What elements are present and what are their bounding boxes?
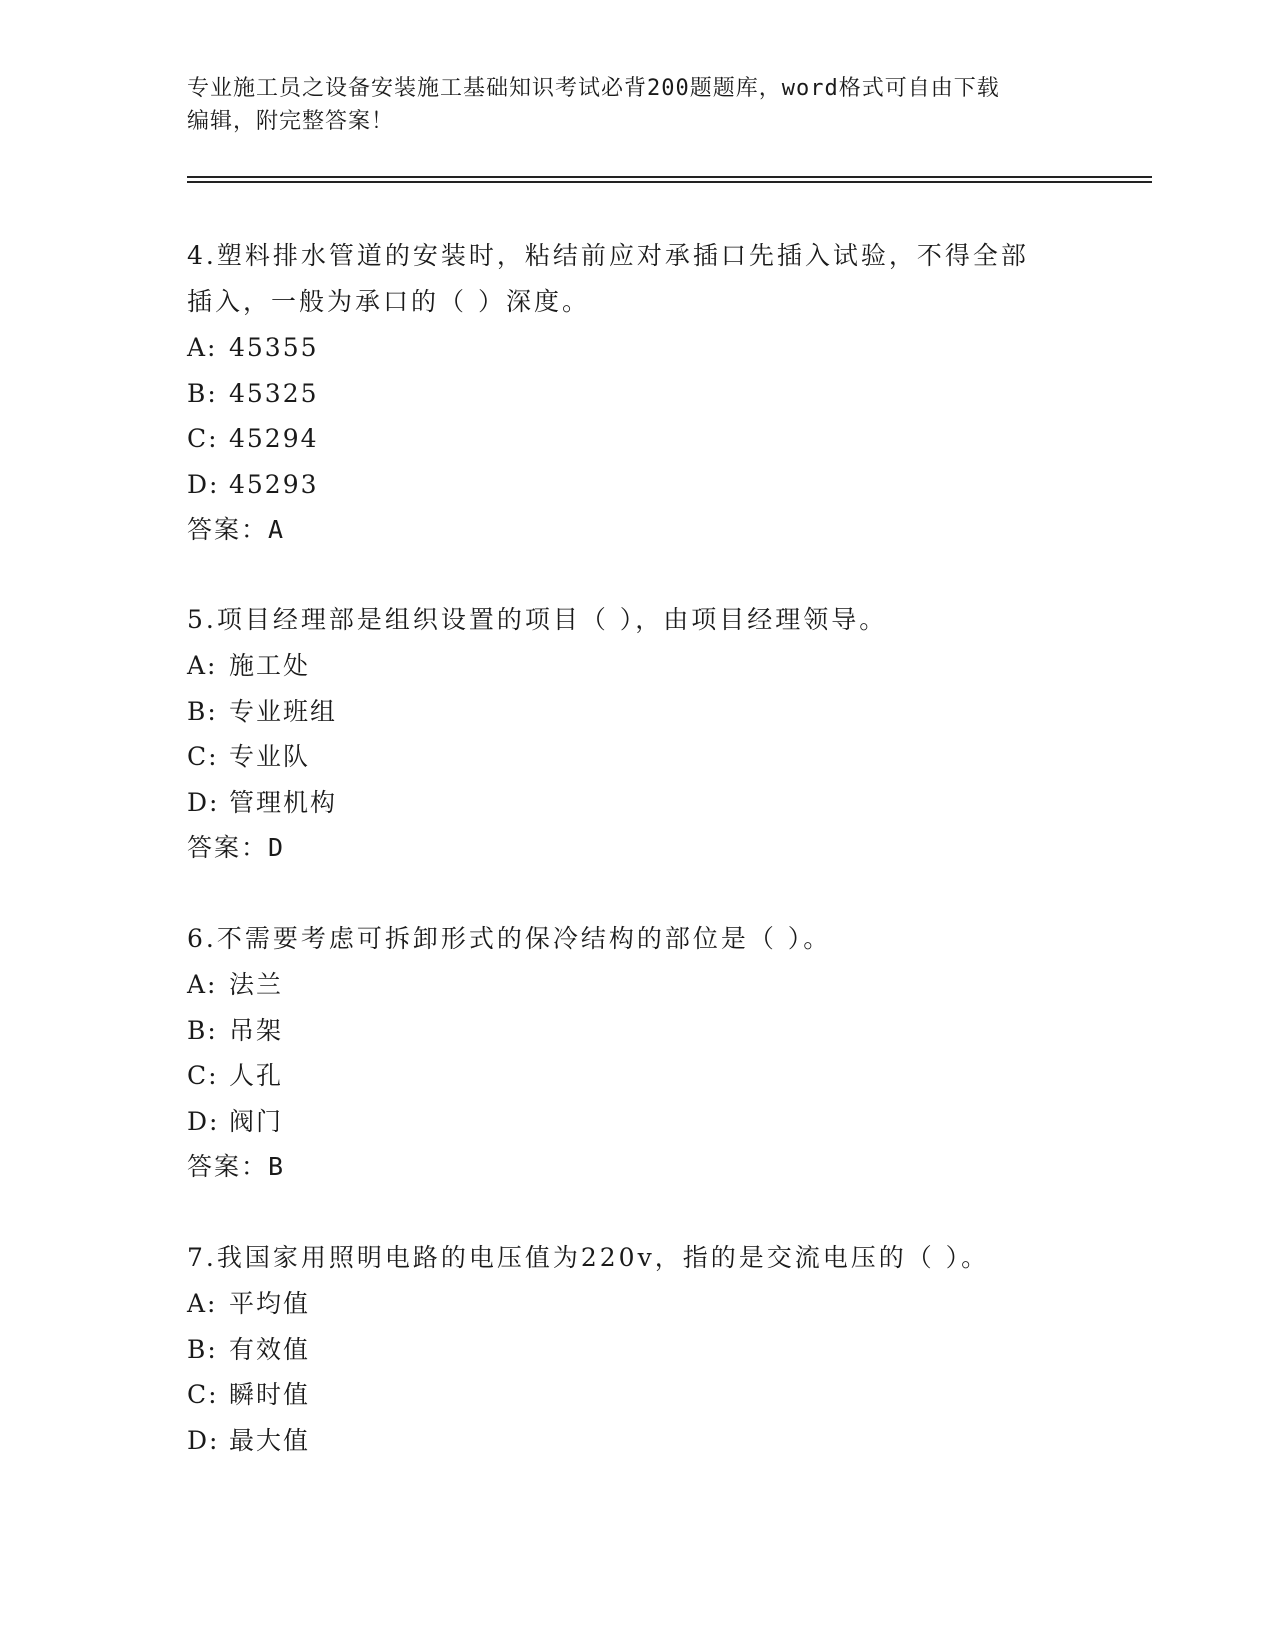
option-letter: C: [187,424,219,453]
option-text: 专业班组 [229,696,338,726]
header-line-1: 专业施工员之设备安装施工基础知识考试必背200题题库，word格式可自由下载 [187,76,1000,101]
option-a [187,325,1087,371]
question-stem-line-1: 我国家用照明电路的电压值为220v，指的是交流电压的（ ）。 [216,1243,990,1272]
question-stem [187,1235,1087,1281]
option-c [187,1372,1087,1418]
option-b [187,1327,1087,1373]
question-stem-line-2: 插入，一般为承口的（ ）深度。 [187,287,590,316]
option-letter: C: [187,1061,219,1090]
option-letter: A: [187,333,218,362]
header-divider-top [187,176,1152,178]
option-letter: A: [187,651,218,680]
option-text: 法兰 [229,970,284,999]
option-b [187,689,1087,735]
option-letter: D: [187,787,220,817]
option-letter: D: [187,1425,220,1455]
option-b [187,1008,1087,1054]
option-a [187,1281,1087,1327]
option-letter: B: [187,696,218,726]
option-letter: B: [187,1334,218,1364]
option-text: 45293 [229,469,319,499]
option-letter: B: [187,1015,218,1045]
option-text: 最大值 [229,1425,311,1455]
option-d [187,780,1087,826]
option-text: 施工处 [229,651,311,680]
question-7 [187,1235,1087,1463]
question-stem-line-1: 项目经理部是组织设置的项目（ ），由项目经理领导。 [216,605,888,634]
option-text: 瞬时值 [229,1380,311,1409]
option-c [187,734,1087,780]
option-letter: C: [187,742,219,771]
answer-line: 答案：B [187,1152,286,1181]
answer-line: 答案：A [187,515,286,544]
question-stem [187,233,1087,279]
question-stem-line-1: 不需要考虑可拆卸形式的保冷结构的部位是（ ）。 [216,924,832,953]
option-text: 有效值 [229,1334,311,1364]
document-header [187,72,1067,138]
option-d [187,1099,1087,1145]
question-stem-line-1: 塑料排水管道的安装时，粘结前应对承插口先插入试验，不得全部 [216,241,1029,270]
option-a [187,643,1087,689]
option-letter: D: [187,469,220,499]
header-line-2: 编辑，附完整答案！ [187,109,395,134]
option-d [187,462,1087,508]
option-b [187,371,1087,417]
question-number: 5. [187,605,217,634]
option-letter: A: [187,970,218,999]
question-number: 7. [187,1243,217,1272]
option-letter: A: [187,1289,218,1318]
option-c [187,1053,1087,1099]
header-divider-bottom [187,181,1152,183]
option-letter: C: [187,1380,219,1409]
answer-line: 答案：D [187,833,286,862]
question-stem [187,597,1087,643]
option-letter: B: [187,378,218,408]
option-text: 人孔 [229,1061,284,1090]
option-text: 管理机构 [229,787,338,817]
question-number: 4. [187,241,217,270]
question-6 [187,916,1087,1190]
option-text: 45294 [229,424,319,453]
option-text: 阀门 [229,1106,284,1136]
option-letter: D: [187,1106,220,1136]
option-text: 专业队 [229,742,311,771]
option-text: 吊架 [229,1015,284,1045]
option-text: 45325 [229,378,319,408]
question-stem [187,916,1087,962]
question-number: 6. [187,924,217,953]
question-5 [187,597,1087,871]
option-c [187,416,1087,462]
option-text: 平均值 [229,1289,311,1318]
question-4 [187,233,1087,553]
option-a [187,962,1087,1008]
option-d [187,1418,1087,1464]
option-text: 45355 [229,333,319,362]
